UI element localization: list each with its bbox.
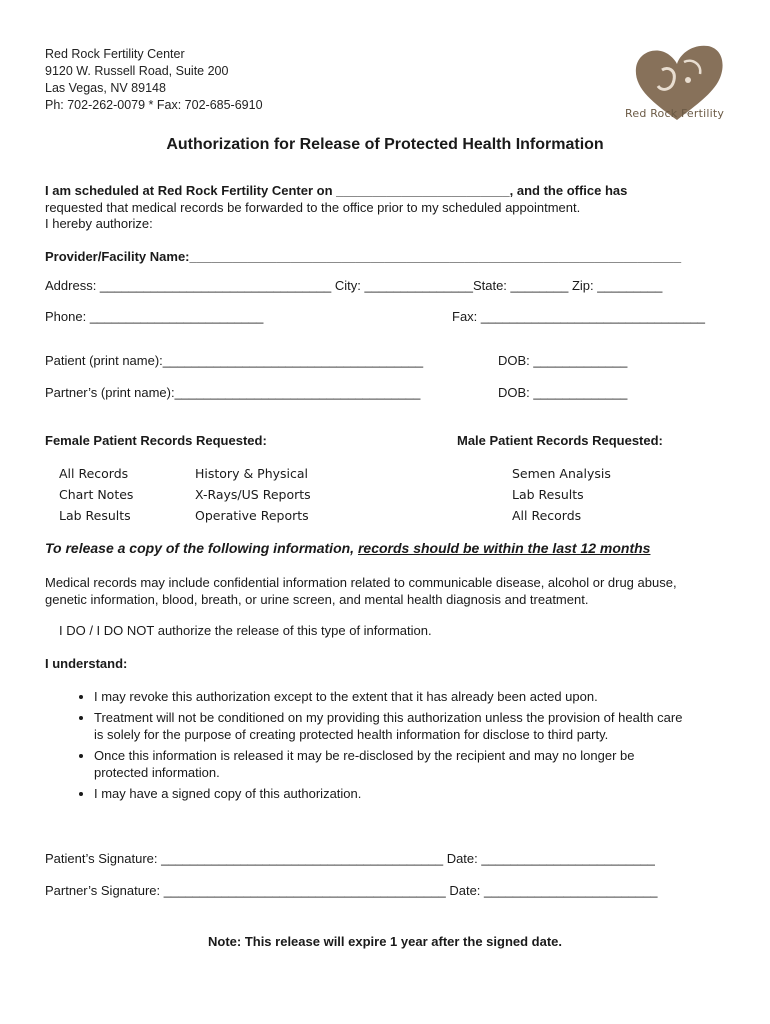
provider-field[interactable]: Provider/Facility Name:____________________________________________________________________ (45, 249, 682, 264)
understand-list (58, 688, 770, 806)
list-item: • Once this information is released it may be re-disclosed by the recipient and may no longer be protected information. (94, 747, 770, 781)
release-heading-underlined: records should be within the last 12 months (357, 540, 651, 556)
understand-heading: I understand: (45, 656, 128, 671)
confidential-line-1: Medical records may include confidential information related to communicable disease, alcohol or drug abuse, (45, 575, 677, 590)
clinic-street: 9120 W. Russell Road, Suite 200 (45, 64, 229, 78)
partner-dob-field[interactable]: DOB: _____________ (498, 385, 628, 400)
clinic-city: Las Vegas, NV 89148 (45, 81, 166, 95)
option-lab-results-female[interactable]: Lab Results (59, 508, 131, 523)
intro-line-2: requested that medical records be forwarded to the office prior to my scheduled appointment. (45, 199, 581, 215)
list-item: • I may revoke this authorization except to the extent that it has already been acted upon. (94, 688, 770, 705)
release-heading (45, 540, 650, 556)
clinic-phone-fax: Ph: 702-262-0079 * Fax: 702-685-6910 (45, 98, 263, 112)
clinic-address-block (45, 46, 263, 114)
intro-line-3: I hereby authorize: (45, 216, 153, 231)
patient-dob-field[interactable]: DOB: _____________ (498, 353, 628, 368)
list-item: • I may have a signed copy of this authorization. (94, 785, 770, 802)
partner-signature-field[interactable]: Partner’s Signature: _______________________________________ Date: ________________________ (45, 883, 658, 898)
list-item: • Treatment will not be conditioned on my providing this authorization unless the provision of health care is solely for the purpose of creating protected health information for disclose to third party. (94, 709, 770, 743)
female-records-heading: Female Patient Records Requested: (45, 433, 267, 448)
intro-line-1: I am scheduled at Red Rock Fertility Center on ________________________, and the office has (45, 183, 628, 198)
confidential-info-paragraph (45, 574, 677, 608)
clinic-name: Red Rock Fertility Center (45, 47, 185, 61)
option-chart-notes[interactable]: Chart Notes (59, 487, 134, 502)
male-records-heading: Male Patient Records Requested: (457, 433, 663, 448)
patient-name-field[interactable]: Patient (print name):____________________________________ (45, 353, 424, 368)
logo-wordmark: Red Rock Fertility (625, 107, 725, 120)
expiration-note: Note: This release will expire 1 year after the signed date. (207, 934, 563, 949)
option-history-physical[interactable]: History & Physical (195, 466, 309, 481)
fax-field[interactable]: Fax: _______________________________ (452, 309, 706, 324)
option-xrays-us-reports[interactable]: X-Rays/US Reports (195, 487, 311, 502)
address-city-state-zip-field[interactable]: Address: ________________________________ City: _______________State: ________ Zip: _________ (45, 278, 663, 293)
intro-paragraph (45, 183, 627, 233)
confidential-line-2: genetic information, blood, breath, or urine screen, and mental health diagnosis and treatment. (45, 592, 589, 607)
option-semen-analysis[interactable]: Semen Analysis (512, 466, 611, 481)
option-all-records-female[interactable]: All Records (59, 466, 129, 481)
patient-signature-field[interactable]: Patient’s Signature: _______________________________________ Date: ________________________ (45, 851, 655, 866)
option-operative-reports[interactable]: Operative Reports (195, 508, 309, 523)
page-title: Authorization for Release of Protected Health Information (166, 136, 604, 153)
option-all-records-male[interactable]: All Records (512, 508, 582, 523)
option-lab-results-male[interactable]: Lab Results (512, 487, 584, 502)
release-heading-prefix: To release a copy of the following information, (45, 540, 358, 556)
phone-field[interactable]: Phone: ________________________ (45, 309, 264, 324)
authorize-choice[interactable]: I DO / I DO NOT authorize the release of this type of information. (59, 623, 432, 638)
partner-name-field[interactable]: Partner’s (print name):__________________________________ (45, 385, 421, 400)
